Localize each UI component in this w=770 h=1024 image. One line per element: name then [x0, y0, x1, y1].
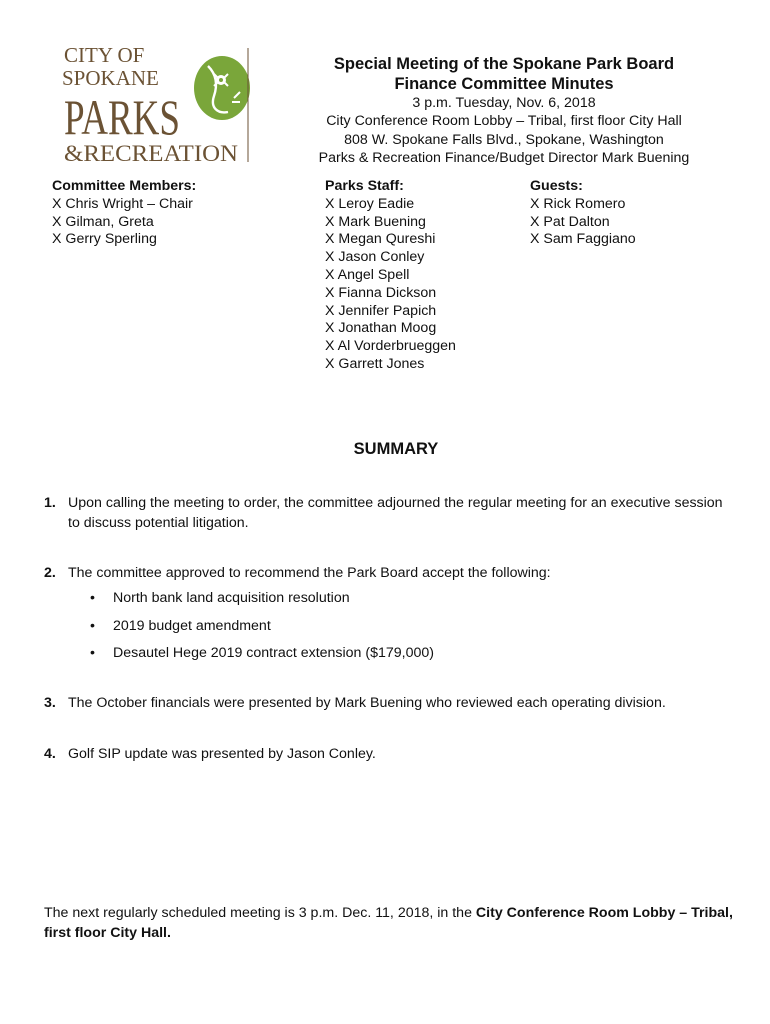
summary-item-1	[44, 494, 734, 533]
leaf-emblem-icon	[194, 56, 250, 120]
summary-item-3	[44, 694, 734, 714]
staff-item: X Jonathan Moog	[325, 320, 437, 337]
parks-staff-column	[325, 178, 456, 374]
meeting-address: 808 W. Spokane Falls Blvd., Spokane, Washington	[344, 131, 664, 148]
staff-item: X Al Vorderbrueggen	[325, 338, 456, 355]
guest-item: X Rick Romero	[530, 195, 626, 212]
item-number: 4.	[44, 746, 56, 762]
staff-item: X Angel Spell	[325, 266, 410, 283]
bullet-icon: •	[90, 590, 95, 606]
logo-text-city-of: CITY OF	[64, 44, 145, 67]
bullet-text: Desautel Hege 2019 contract extension ($179,000)	[113, 645, 435, 661]
logo-text-recreation: &RECREATION	[64, 141, 239, 166]
item-number: 1.	[44, 495, 56, 511]
guests-heading: Guests:	[530, 178, 583, 194]
member-item: X Chris Wright – Chair	[52, 195, 193, 212]
staff-item: X Jason Conley	[325, 249, 425, 266]
committee-members-column	[52, 178, 196, 249]
summary-heading: SUMMARY	[353, 440, 439, 458]
item-text: Upon calling the meeting to order, the committee adjourned the regular meeting for an executive session to discuss potential litigation.	[68, 495, 723, 531]
meeting-time: 3 p.m. Tuesday, Nov. 6, 2018	[412, 95, 596, 111]
staff-item: X Megan Qureshi	[325, 231, 436, 248]
meeting-location: City Conference Room Lobby – Tribal, first floor City Hall	[326, 113, 682, 130]
staff-item: X Fianna Dickson	[325, 284, 437, 301]
member-item: X Gilman, Greta	[52, 213, 154, 230]
item-text: Golf SIP update was presented by Jason Conley.	[68, 746, 376, 762]
logo-graphic	[58, 44, 252, 166]
parks-staff-heading: Parks Staff:	[325, 178, 404, 194]
next-meeting-location: City Conference Room Lobby – Tribal, first floor City Hall.	[44, 905, 733, 941]
member-item: X Gerry Sperling	[52, 231, 157, 248]
staff-item: X Mark Buening	[325, 213, 426, 230]
summary-item-2	[44, 564, 734, 584]
meeting-director: Parks & Recreation Finance/Budget Director Mark Buening	[318, 150, 690, 167]
bullet-icon: •	[90, 617, 95, 634]
meeting-title-line2: Finance Committee Minutes	[394, 75, 614, 93]
parks-logo	[58, 44, 252, 166]
guest-item: X Sam Faggiano	[530, 231, 636, 248]
guest-item: X Pat Dalton	[530, 213, 610, 230]
guests-column	[530, 178, 636, 249]
bullet-icon: •	[90, 645, 95, 661]
bullet-text: 2019 budget amendment	[113, 617, 271, 634]
staff-item: X Garrett Jones	[325, 355, 425, 372]
bullet-text: North bank land acquisition resolution	[113, 590, 350, 606]
committee-members-heading: Committee Members:	[52, 178, 197, 194]
next-meeting-text: The next regularly scheduled meeting is 3 p.m. Dec. 11, 2018, in the	[44, 905, 476, 921]
staff-item: X Leroy Eadie	[325, 195, 415, 212]
item-text: The committee approved to recommend the Park Board accept the following:	[68, 565, 551, 581]
next-meeting-note	[44, 904, 734, 943]
meeting-header	[296, 54, 712, 168]
summary-item-4	[44, 745, 734, 765]
staff-item: X Jennifer Papich	[325, 302, 437, 319]
logo-text-spokane: SPOKANE	[62, 66, 159, 90]
meeting-title-line1: Special Meeting of the Spokane Park Board	[333, 55, 675, 73]
item-number: 2.	[44, 565, 56, 581]
item-text: The October financials were presented by Mark Buening who reviewed each operating division.	[68, 695, 666, 711]
item-number: 3.	[44, 695, 56, 711]
logo-text-parks: PARKS	[64, 89, 180, 145]
